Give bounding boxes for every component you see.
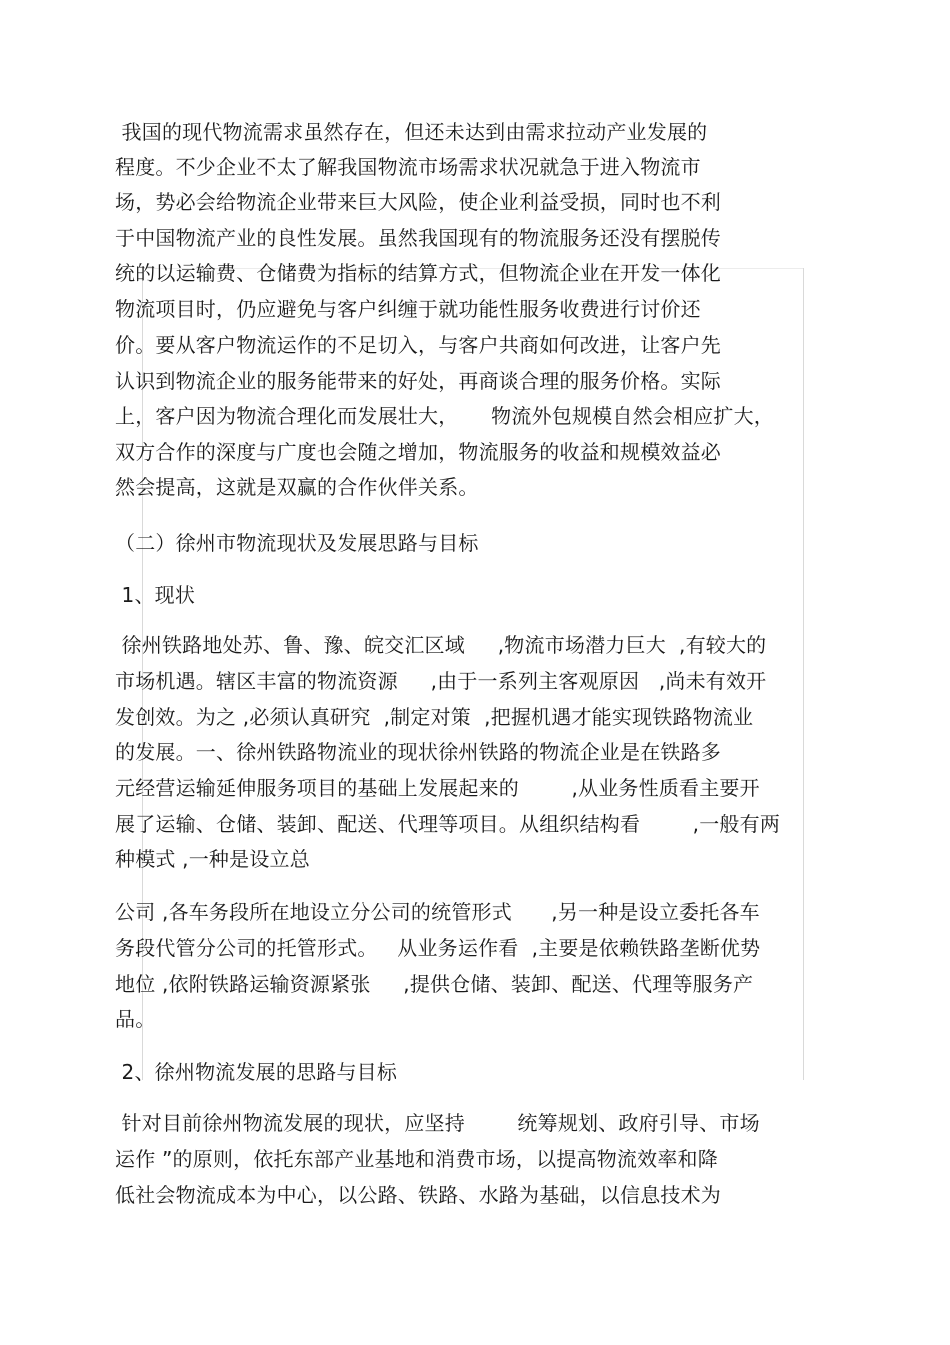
text-line: 品。 [115,1007,156,1031]
text-line: 市场机遇。辖区丰富的物流资源 ,由于一系列主客观原因 ,尚未有效开 [115,669,767,693]
text-line: 双方合作的深度与广度也会随之增加，物流服务的收益和规模效益必 [115,440,721,464]
text-line: 地位 ,依附铁路运输资源紧张 ,提供仓储、装卸、配送、代理等服务产 [115,972,754,996]
text-line: 我国的现代物流需求虽然存在，但还未达到由需求拉动产业发展的 [115,120,708,144]
text-line: 认识到物流企业的服务能带来的好处，再商谈合理的服务价格。实际 [115,369,721,393]
text-line: 物流项目时，仍应避免与客户纠缠于就功能性服务收费进行讨价还 [115,297,701,321]
text-line: 然会提高，这就是双赢的合作伙伴关系。 [115,475,479,499]
text-line: 种模式 ,一种是设立总 [115,847,310,871]
text-line: 公司 ,各车务段所在地设立分公司的统管形式 ,另一种是设立委托各车 [115,900,760,924]
text-line: 针对目前徐州物流发展的现状，应坚持 统筹规划、政府引导、市场 [115,1111,760,1135]
text-line: 价。要从客户物流运作的不足切入，与客户共商如何改进，让客户先 [115,333,721,357]
text-line: 发创效。为之 ,必须认真研究 ,制定对策 ,把握机遇才能实现铁路物流业 [115,705,754,729]
text-line: 于中国物流产业的良性发展。虽然我国现有的物流服务还没有摆脱传 [115,226,721,250]
text-line: 展了运输、仓储、装卸、配送、代理等项目。从组织结构看 ,一般有两 [115,812,781,836]
text-line: 场，势必会给物流企业带来巨大风险，使企业利益受损，同时也不利 [115,190,721,214]
text-line: 运作 ”的原则，依托东部产业基地和消费市场，以提高物流效率和降 [115,1147,718,1171]
frame-right-line [803,268,804,1080]
text-line: 统的以运输费、仓储费为指标的结算方式，但物流企业在开发一体化 [115,261,721,285]
text-line: 务段代管分公司的托管形式。 从业务运作看 ,主要是依赖铁路垄断优势 [115,936,761,960]
text-line: 程度。不少企业不太了解我国物流市场需求状况就急于进入物流市 [115,155,701,179]
text-line: 徐州铁路地处苏、鲁、豫、皖交汇区域 ,物流市场潜力巨大 ,有较大的 [115,633,767,657]
text-line: 低社会物流成本为中心，以公路、铁路、水路为基础，以信息技术为 [115,1183,721,1207]
text-line: 上，客户因为物流合理化而发展壮大， 物流外包规模自然会相应扩大， [115,404,774,428]
subsection-heading-status: 1、现状 [115,583,196,607]
text-line: 的发展。一、徐州铁路物流业的现状徐州铁路的物流企业是在铁路多 [115,740,721,764]
subsection-heading-goals: 2、徐州物流发展的思路与目标 [115,1060,398,1084]
section-heading: （二）徐州市物流现状及发展思路与目标 [115,531,479,555]
text-line: 元经营运输延伸服务项目的基础上发展起来的 ,从业务性质看主要开 [115,776,760,800]
